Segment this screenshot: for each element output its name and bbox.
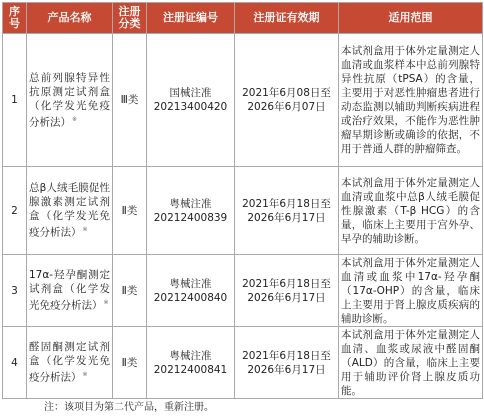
row-registration-number xyxy=(147,167,235,255)
product-name-text: 总前列腺特异性抗原测定试剂盒（化学发光免疫分析法） xyxy=(29,71,110,129)
product-name-text: 醛固酮测定试剂盒（化学发光免疫分析法） xyxy=(29,341,110,384)
row-class: Ⅱ类 xyxy=(113,327,147,399)
header-product-name: 产品名称 xyxy=(27,3,113,34)
row-registration-number xyxy=(147,327,235,399)
table-row xyxy=(3,327,483,399)
row-validity xyxy=(235,167,339,255)
table-header-row xyxy=(3,3,483,34)
row-validity xyxy=(235,327,339,399)
registration-prefix: 国械注准 xyxy=(169,87,212,99)
header-class: 注册分类 xyxy=(113,3,147,34)
product-mark: ※ xyxy=(82,371,88,379)
registration-code: 20213400420 xyxy=(153,101,228,113)
row-validity xyxy=(235,34,339,167)
row-scope: 本试剂盒用于体外定量测定人血清或血浆中17α-羟孕酮（17α-OHP）的含量，临床上主要用于肾上腺皮质疾病的辅助诊断。 xyxy=(339,255,483,327)
registration-prefix: 粤械注准 xyxy=(169,277,212,290)
product-name-text: 17α-羟孕酮测定试剂盒（化学发光免疫分析法） xyxy=(29,269,110,312)
header-scope: 适用范围 xyxy=(339,3,483,34)
registration-table xyxy=(2,2,483,399)
validity-end: 2026年6月07日 xyxy=(247,101,326,113)
validity-start: 2021年6月08日至 xyxy=(242,87,331,99)
table-row xyxy=(3,255,483,327)
row-index: 1 xyxy=(3,34,27,167)
validity-end: 2026年6月17日 xyxy=(247,291,326,304)
row-product-name xyxy=(27,255,113,327)
row-product-name xyxy=(27,327,113,399)
validity-start: 2021年6月18日至 xyxy=(242,277,331,290)
row-index: 4 xyxy=(3,327,27,399)
row-index: 3 xyxy=(3,255,27,327)
row-class: Ⅱ类 xyxy=(113,255,147,327)
validity-start: 2021年6月18日至 xyxy=(242,197,331,210)
row-registration-number xyxy=(147,34,235,167)
registration-code: 20212400840 xyxy=(153,291,228,304)
footnote: 注：该项目为第二代产品，重新注册。 xyxy=(44,402,214,413)
product-mark: ※ xyxy=(82,226,88,234)
product-mark: ※ xyxy=(72,115,78,123)
table-row xyxy=(3,167,483,255)
registration-prefix: 粤械注准 xyxy=(169,349,212,362)
registration-code: 20212400839 xyxy=(153,211,228,224)
row-product-name xyxy=(27,34,113,167)
header-registration-number: 注册证编号 xyxy=(147,3,235,34)
row-scope: 本试剂盒用于体外定量测定人血清或血浆样本中总前列腺特异性抗原（tPSA）的含量，主要用于对恶性肿瘤患者进行动态监测以辅助判断疾病进程或治疗效果，不能作为恶性肿瘤早期诊断或确诊的依据，不用于普通人群的肿瘤筛查。 xyxy=(339,34,483,167)
product-name-text: 总β人绒毛膜促性腺激素测定试剂盒（化学发光免疫分析法） xyxy=(29,182,110,239)
product-mark: ※ xyxy=(103,299,109,307)
header-index: 序号 xyxy=(3,3,27,34)
row-scope: 本试剂盒用于体外定量测定人血清或血浆中总β人绒毛膜促性腺激素（T-β HCG）的含量，临床上主要用于宫外孕、早孕的辅助诊断。 xyxy=(339,167,483,255)
row-validity xyxy=(235,255,339,327)
header-validity: 注册证有效期 xyxy=(235,3,339,34)
row-product-name xyxy=(27,167,113,255)
registration-code: 20212400841 xyxy=(153,363,228,376)
row-class: Ⅲ类 xyxy=(113,34,147,167)
registration-prefix: 粤械注准 xyxy=(169,197,212,210)
table-row xyxy=(3,34,483,167)
validity-start: 2021年6月18日至 xyxy=(242,349,331,362)
row-index: 2 xyxy=(3,167,27,255)
row-class: Ⅱ类 xyxy=(113,167,147,255)
row-registration-number xyxy=(147,255,235,327)
row-scope: 本试剂盒用于体外定量测定人血清、血浆或尿液中醛固酮（ALD）的含量，临床上主要用于辅助评价肾上腺皮质功能。 xyxy=(339,327,483,399)
validity-end: 2026年6月17日 xyxy=(247,211,326,224)
validity-end: 2026年6月17日 xyxy=(247,363,326,376)
